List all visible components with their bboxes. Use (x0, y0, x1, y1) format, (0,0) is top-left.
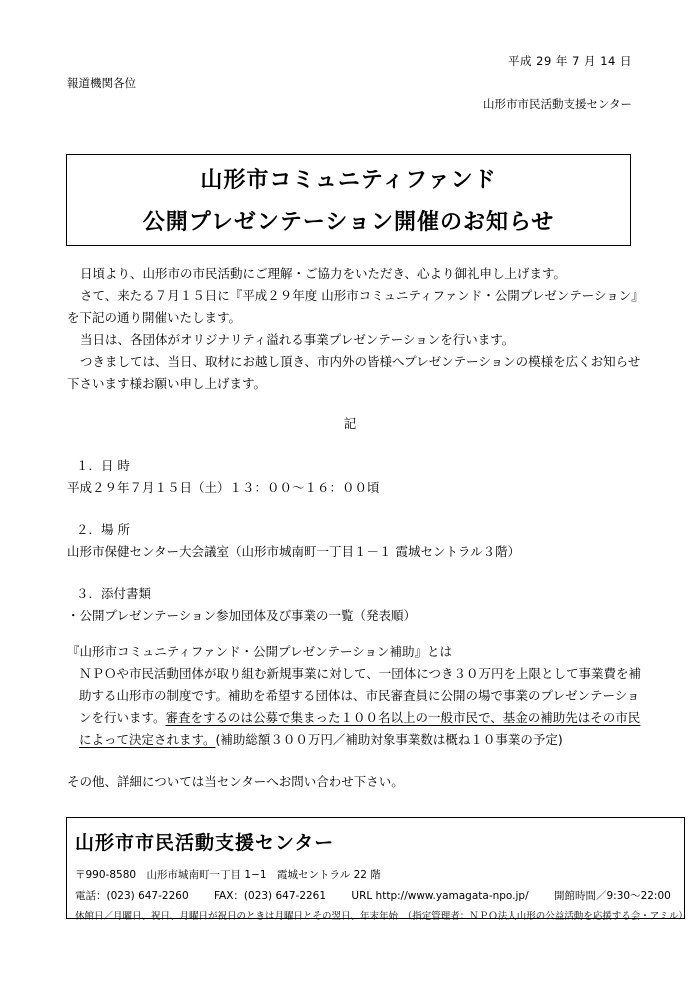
footer-org-name: 山形市市民活動支援センター (75, 832, 335, 854)
about-line-4 (79, 729, 563, 751)
title-line-1: 山形市コミュニティファンド (200, 168, 497, 193)
attachment-value: ・公開プレゼンテーション参加団体及び事業の一覧（発表順） (67, 608, 417, 623)
document-date: 平成 29 年 7 月 14 日 (507, 54, 632, 68)
footer-contact-line (75, 888, 693, 903)
intro-paragraph-4a: つきましては、当日、取材にお越し頂き、市内外の皆様へプレゼンテーションの模様を広くお知らせ (80, 354, 641, 369)
attachment-heading: ３．添付書類 (76, 586, 152, 601)
intro-paragraph-4b: 下さいます様お願い申し上げます。 (67, 376, 267, 391)
intro-paragraph-2a: さて、来たる７月１５日に『平成２９年度 山形市コミュニティファンド・公開プレゼンテーション』 (80, 288, 644, 303)
place-heading: ２．場 所 (76, 522, 130, 537)
footer-closed-days: 休館日／月曜日、祝日、月曜日が祝日のときは月曜日とその翌日、年末年始 （指定管理者：ＮＰＯ法人山形の公益活動を応援する会・アミル） (75, 911, 688, 922)
title-box (66, 154, 631, 246)
footer-hours: 開館時間／9:30～22:00 (553, 890, 671, 902)
about-line-3 (79, 707, 640, 729)
about-line-2: 助する山形市の制度です。補助を希望する団体は、市民審査員に公開の場で事業のプレゼンテーショ (79, 688, 640, 703)
intro-paragraph-2b: を下記の通り開催いたします。 (67, 310, 242, 325)
place-value: 山形市保健センター大会議室（山形市城南町一丁目１－１ 霞城セントラル３階） (67, 544, 521, 559)
closing-text: その他、詳細については当センターへお問い合わせ下さい。 (67, 774, 404, 789)
intro-paragraph-3: 当日は、各団体がオリジナリティ溢れる事業プレゼンテーションを行います。 (80, 332, 515, 347)
intro-paragraph-1: 日頃より、山形市の市民活動にご理解・ご協力をいただき、心より御礼申し上げます。 (80, 266, 567, 281)
about-heading: 『山形市コミュニティファンド・公開プレゼンテーション補助』とは (67, 644, 453, 659)
about-line-1: ＮＰＯや市民活動団体が取り組む新規事業に対して、一団体につき３０万円を上限として事業費を補 (79, 666, 642, 681)
footer-tel: 電話：(023) 647-2260 (75, 890, 189, 902)
about-line-4-underline: によって決定されます。 (79, 732, 216, 747)
sender: 山形市市民活動支援センター (482, 97, 632, 111)
footer-fax: FAX：(023) 647-2261 (213, 890, 327, 902)
ki-marker: 記 (343, 416, 357, 431)
about-line-3-underline: 審査をするのは公募で集まった１００名以上の一般市民で、基金の補助先はその市民 (165, 710, 641, 725)
footer-address: 〒990-8580 山形市城南町一丁目 1−1 霞城セントラル 22 階 (75, 869, 381, 881)
title-line-2: 公開プレゼンテーション開催のお知らせ (142, 210, 555, 235)
datetime-value: 平成２９年７月１５日（土）１３：００～１６：００頃 (67, 480, 380, 495)
addressee: 報道機関各位 (67, 76, 136, 90)
footer-url: URL http://www.yamagata-npo.jp/ (351, 890, 529, 902)
footer-contact-box (66, 817, 688, 922)
about-line-4-plain: (補助総額３００万円／補助対象事業数は概ね１０事業の予定) (215, 732, 563, 747)
datetime-heading: １．日 時 (76, 458, 130, 473)
about-line-3-plain: ンを行います。 (79, 710, 166, 725)
